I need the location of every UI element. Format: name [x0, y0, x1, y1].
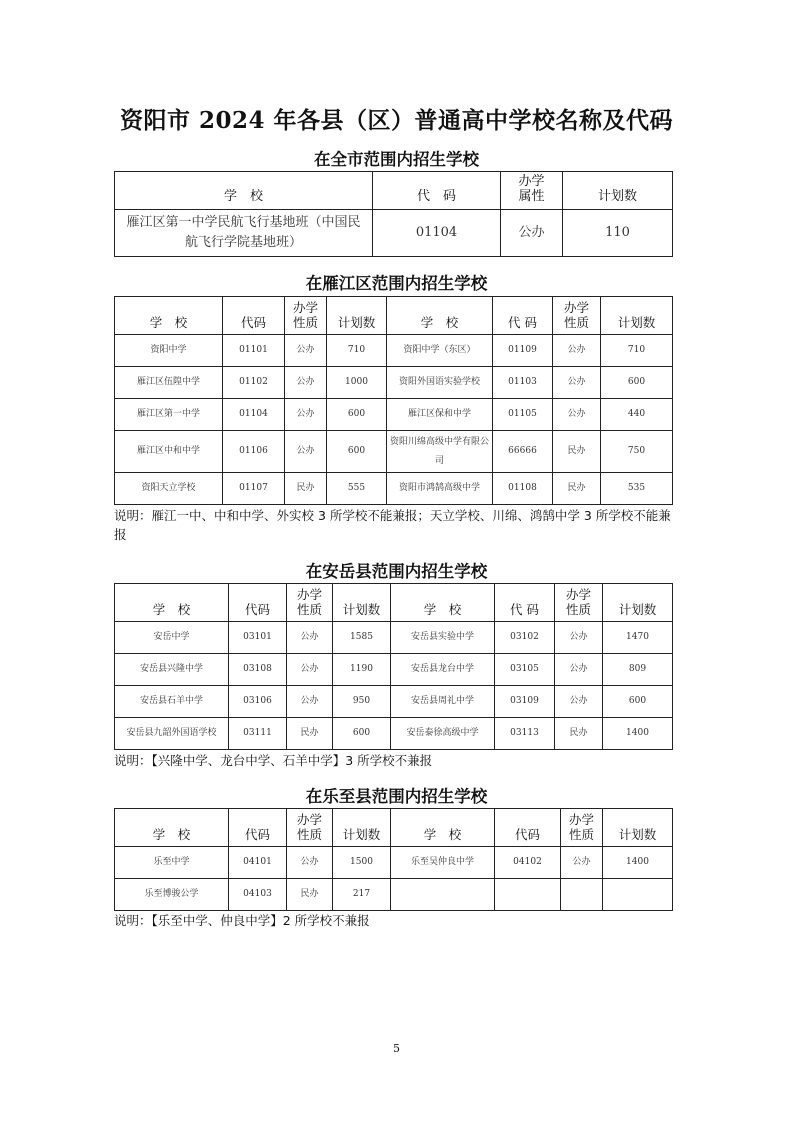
- cell-plan: 110: [563, 210, 673, 257]
- cell-school: 安岳县周礼中学: [391, 686, 495, 718]
- table-row: [115, 686, 673, 718]
- cell-code: 04101: [229, 847, 287, 879]
- cell-type: 公办: [287, 847, 333, 879]
- header-plan: 计划数: [333, 809, 391, 847]
- cell-school: 安岳县石羊中学: [115, 686, 229, 718]
- cell-code: 01104: [223, 399, 285, 431]
- cell-school: [391, 879, 495, 911]
- header-school: 学 校: [115, 809, 229, 847]
- header-attribute: 办学属性: [501, 172, 563, 210]
- table-row: [115, 879, 673, 911]
- cell-plan: 1400: [603, 718, 673, 750]
- table-anyue: [114, 583, 673, 750]
- page-number: 5: [393, 1042, 400, 1055]
- cell-code: 01105: [493, 399, 553, 431]
- table-row: [115, 718, 673, 750]
- table-row: [115, 367, 673, 399]
- cell-code: 01104: [373, 210, 501, 257]
- cell-plan: 217: [333, 879, 391, 911]
- table-row: [115, 847, 673, 879]
- table-row: [115, 654, 673, 686]
- cell-plan: 809: [603, 654, 673, 686]
- table-citywide: [114, 171, 673, 257]
- cell-plan: 600: [603, 686, 673, 718]
- cell-code: 01103: [493, 367, 553, 399]
- cell-school: 资阳川绵高级中学有限公司: [387, 431, 493, 473]
- cell-code: 04102: [495, 847, 561, 879]
- cell-school: 资阳市鸿鹄高级中学: [387, 473, 493, 505]
- cell-type: 公办: [555, 686, 603, 718]
- header-code: 代 码: [373, 172, 501, 210]
- cell-plan: 750: [601, 431, 673, 473]
- header-school: 学 校: [115, 172, 373, 210]
- cell-plan: 535: [601, 473, 673, 505]
- cell-plan: 1470: [603, 622, 673, 654]
- table-yanjiang: [114, 296, 673, 505]
- header-code: 代 码: [495, 584, 555, 622]
- cell-code: 01102: [223, 367, 285, 399]
- note-yanjiang: 说明：雁江一中、中和中学、外实校 3 所学校不能兼报；天立学校、川绵、鸿鹄中学 3 所学校不能兼报: [114, 508, 671, 542]
- header-nature: 办学性质: [287, 809, 333, 847]
- header-school: 学 校: [115, 584, 229, 622]
- note-anyue: 说明：【兴隆中学、龙台中学、石羊中学】3 所学校不兼报: [114, 753, 433, 768]
- header-nature: 办学性质: [555, 584, 603, 622]
- cell-code: 01109: [493, 335, 553, 367]
- header-code: 代码: [223, 297, 285, 335]
- cell-plan: 1585: [333, 622, 391, 654]
- cell-plan: 600: [327, 399, 387, 431]
- cell-code: 04103: [229, 879, 287, 911]
- cell-school: 安岳县实验中学: [391, 622, 495, 654]
- cell-type: 公办: [553, 367, 601, 399]
- section-title-lezhi: 在乐至县范围内招生学校: [305, 787, 488, 806]
- cell-school: 乐至中学: [115, 847, 229, 879]
- table-lezhi: [114, 808, 673, 911]
- cell-school: 乐至博骏公学: [115, 879, 229, 911]
- cell-plan: 710: [601, 335, 673, 367]
- cell-school: 乐至吴仲良中学: [391, 847, 495, 879]
- cell-school: 安岳泰徐高级中学: [391, 718, 495, 750]
- cell-plan: 600: [333, 718, 391, 750]
- cell-school: 安岳中学: [115, 622, 229, 654]
- cell-type: 公办: [285, 335, 327, 367]
- cell-code: [495, 879, 561, 911]
- table-row: [115, 622, 673, 654]
- cell-code: 03102: [495, 622, 555, 654]
- cell-type: 民办: [287, 879, 333, 911]
- cell-school: 安岳县九韶外国语学校: [115, 718, 229, 750]
- cell-type: 民办: [553, 431, 601, 473]
- cell-code: 01101: [223, 335, 285, 367]
- cell-type: 公办: [287, 654, 333, 686]
- cell-type: 公办: [553, 399, 601, 431]
- cell-type: 公办: [555, 654, 603, 686]
- table-row: [115, 335, 673, 367]
- header-school: 学 校: [115, 297, 223, 335]
- header-school: 学 校: [391, 584, 495, 622]
- cell-plan: 710: [327, 335, 387, 367]
- cell-code: 03111: [229, 718, 287, 750]
- cell-school: 资阳天立学校: [115, 473, 223, 505]
- header-plan: 计划数: [563, 172, 673, 210]
- table-header-row: [115, 172, 673, 210]
- header-plan: 计划数: [601, 297, 673, 335]
- cell-plan: 1190: [333, 654, 391, 686]
- header-nature: 办学性质: [287, 584, 333, 622]
- cell-code: 66666: [493, 431, 553, 473]
- cell-plan: 555: [327, 473, 387, 505]
- cell-school: 资阳中学（东区）: [387, 335, 493, 367]
- cell-school: 雁江区保和中学: [387, 399, 493, 431]
- header-plan: 计划数: [603, 809, 673, 847]
- section-title-yanjiang: 在雁江区范围内招生学校: [305, 274, 488, 293]
- cell-type: 民办: [555, 718, 603, 750]
- header-school: 学 校: [387, 297, 493, 335]
- cell-type: 公办: [553, 335, 601, 367]
- cell-code: 03101: [229, 622, 287, 654]
- cell-type: 公办: [285, 399, 327, 431]
- header-plan: 计划数: [333, 584, 391, 622]
- section-title-anyue: 在安岳县范围内招生学校: [305, 562, 488, 581]
- header-code: 代码: [229, 584, 287, 622]
- cell-type: 公办: [287, 686, 333, 718]
- cell-plan: 440: [601, 399, 673, 431]
- header-code: 代码: [495, 809, 561, 847]
- page-title: 资阳市 2024 年各县（区）普通高中学校名称及代码: [119, 107, 674, 134]
- cell-school: 安岳县兴隆中学: [115, 654, 229, 686]
- section-title-citywide: 在全市范围内招生学校: [314, 150, 479, 169]
- note-lezhi: 说明：【乐至中学、仲良中学】2 所学校不兼报: [114, 913, 370, 928]
- cell-school: 雁江区第一中学民航飞行基地班（中国民航飞行学院基地班）: [115, 210, 373, 257]
- table-row: [115, 473, 673, 505]
- header-school: 学 校: [391, 809, 495, 847]
- cell-plan: 1000: [327, 367, 387, 399]
- cell-type: 公办: [561, 847, 603, 879]
- header-code: 代码: [229, 809, 287, 847]
- table-header-row: [115, 584, 673, 622]
- cell-type: 公办: [285, 367, 327, 399]
- table-row: [115, 210, 673, 257]
- cell-school: 雁江区第一中学: [115, 399, 223, 431]
- cell-code: 01107: [223, 473, 285, 505]
- cell-plan: 600: [327, 431, 387, 473]
- header-plan: 计划数: [327, 297, 387, 335]
- cell-type: 公办: [287, 622, 333, 654]
- cell-plan: 1500: [333, 847, 391, 879]
- cell-type: 民办: [285, 473, 327, 505]
- cell-code: 03108: [229, 654, 287, 686]
- table-header-row: [115, 297, 673, 335]
- cell-code: 03105: [495, 654, 555, 686]
- cell-type: 民办: [287, 718, 333, 750]
- header-nature: 办学性质: [561, 809, 603, 847]
- cell-school: 雁江区中和中学: [115, 431, 223, 473]
- cell-school: 安岳县龙台中学: [391, 654, 495, 686]
- cell-code: 01106: [223, 431, 285, 473]
- cell-type: 公办: [501, 210, 563, 257]
- cell-plan: 950: [333, 686, 391, 718]
- cell-type: 公办: [555, 622, 603, 654]
- cell-code: 03113: [495, 718, 555, 750]
- header-code: 代 码: [493, 297, 553, 335]
- cell-plan: 1400: [603, 847, 673, 879]
- header-nature: 办学性质: [285, 297, 327, 335]
- header-nature: 办学性质: [553, 297, 601, 335]
- cell-school: 资阳外国语实验学校: [387, 367, 493, 399]
- cell-type: [561, 879, 603, 911]
- header-plan: 计划数: [603, 584, 673, 622]
- cell-plan: [603, 879, 673, 911]
- cell-code: 01108: [493, 473, 553, 505]
- cell-code: 03109: [495, 686, 555, 718]
- cell-school: 资阳中学: [115, 335, 223, 367]
- cell-code: 03106: [229, 686, 287, 718]
- table-header-row: [115, 809, 673, 847]
- table-row: [115, 431, 673, 473]
- cell-school: 雁江区伍隍中学: [115, 367, 223, 399]
- table-row: [115, 399, 673, 431]
- cell-plan: 600: [601, 367, 673, 399]
- cell-type: 公办: [285, 431, 327, 473]
- cell-type: 民办: [553, 473, 601, 505]
